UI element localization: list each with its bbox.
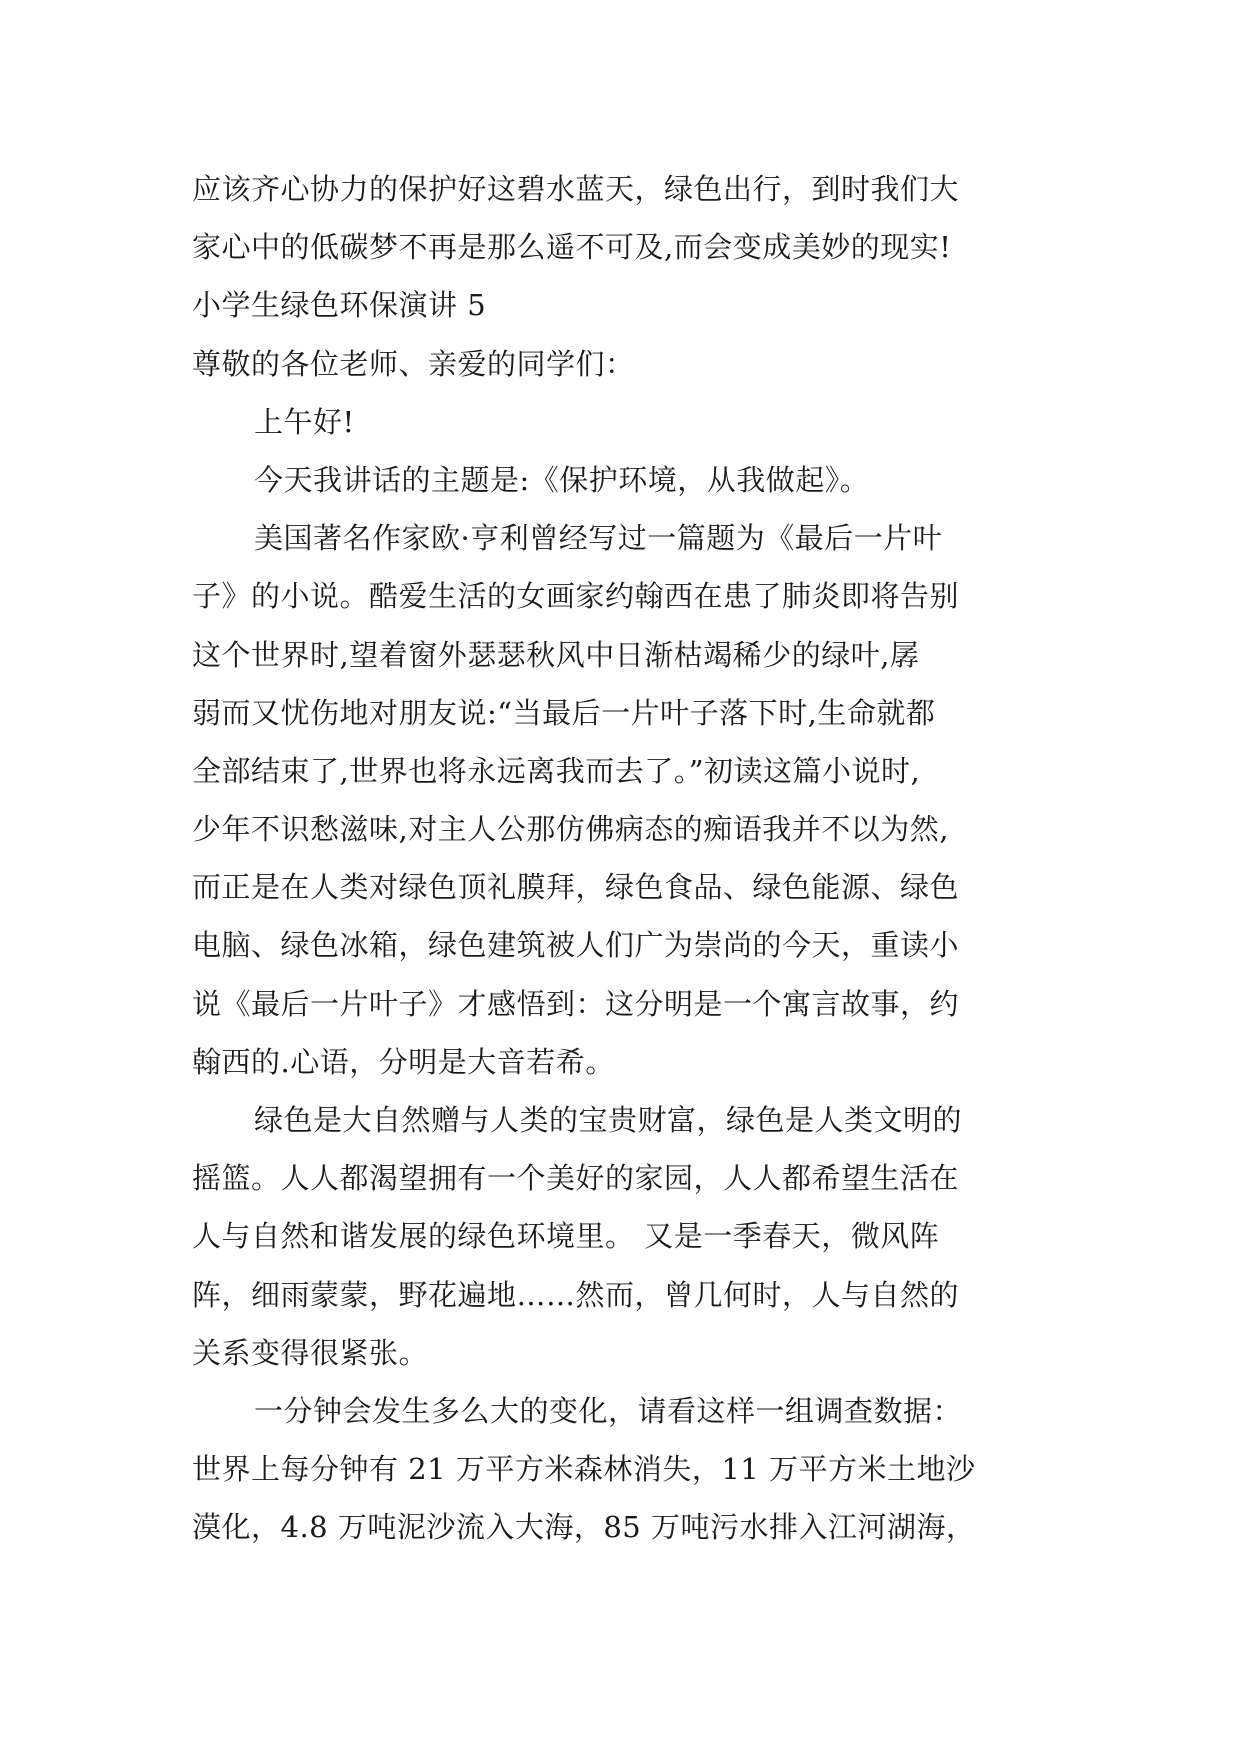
text-line: 应该齐心协力的保护好这碧水蓝天，绿色出行，到时我们大 <box>192 172 960 206</box>
text-line: 说《最后一片叶子》才感悟到：这分明是一个寓言故事，约 <box>192 986 960 1021</box>
text-line: 阵，细雨蒙蒙，野花遍地……然而，曾几何时，人与自然的 <box>192 1277 960 1312</box>
text-line: 美国著名作家欧·亨利曾经写过一篇题为《最后一片叶 <box>254 521 943 556</box>
text-line: 翰西的.心语，分明是大音若希。 <box>192 1044 615 1079</box>
text-line: 今天我讲话的主题是:《保护环境，从我做起》。 <box>254 462 870 497</box>
text-line: 人与自然和谐发展的绿色环境里。 又是一季春天，微风阵 <box>192 1219 940 1254</box>
text-line: 关系变得很紧张。 <box>192 1335 429 1370</box>
text-line: 漠化，4.8 万吨泥沙流入大海，85 万吨污水排入江河湖海， <box>192 1510 976 1545</box>
text-line: 摇篮。人人都渴望拥有一个美好的家园，人人都希望生活在 <box>192 1161 960 1196</box>
document-body <box>192 160 1052 1557</box>
text-line: 一分钟会发生多么大的变化，请看这样一组调查数据： <box>254 1393 963 1428</box>
text-line: 子》的小说。酷爱生活的女画家约翰西在患了肺炎即将告别 <box>192 579 960 614</box>
text-line: 上午好! <box>254 404 355 439</box>
text-line: 尊敬的各位老师、亲爱的同学们： <box>192 346 635 381</box>
text-line: 少年不识愁滋味,对主人公那仿佛病态的痴语我并不以为然, <box>192 812 949 847</box>
text-line: 电脑、绿色冰箱，绿色建筑被人们广为崇尚的今天，重读小 <box>192 928 960 963</box>
text-line: 这个世界时,望着窗外瑟瑟秋风中日渐枯竭稀少的绿叶,孱 <box>192 637 920 672</box>
text-line: 全部结束了,世界也将永远离我而去了。”初读这篇小说时, <box>192 753 921 788</box>
text-line: 绿色是大自然赠与人类的宝贵财富，绿色是人类文明的 <box>254 1103 963 1137</box>
text-line: 小学生绿色环保演讲 5 <box>192 288 487 323</box>
text-line: 家心中的低碳梦不再是那么遥不可及,而会变成美妙的现实! <box>192 230 952 265</box>
text-line: 而正是在人类对绿色顶礼膜拜，绿色食品、绿色能源、绿色 <box>192 870 960 905</box>
text-line: 弱而又忧伤地对朋友说:“当最后一片叶子落下时,生命就都 <box>192 695 936 730</box>
text-line: 世界上每分钟有 21 万平方米森林消失，11 万平方米土地沙 <box>192 1452 976 1487</box>
